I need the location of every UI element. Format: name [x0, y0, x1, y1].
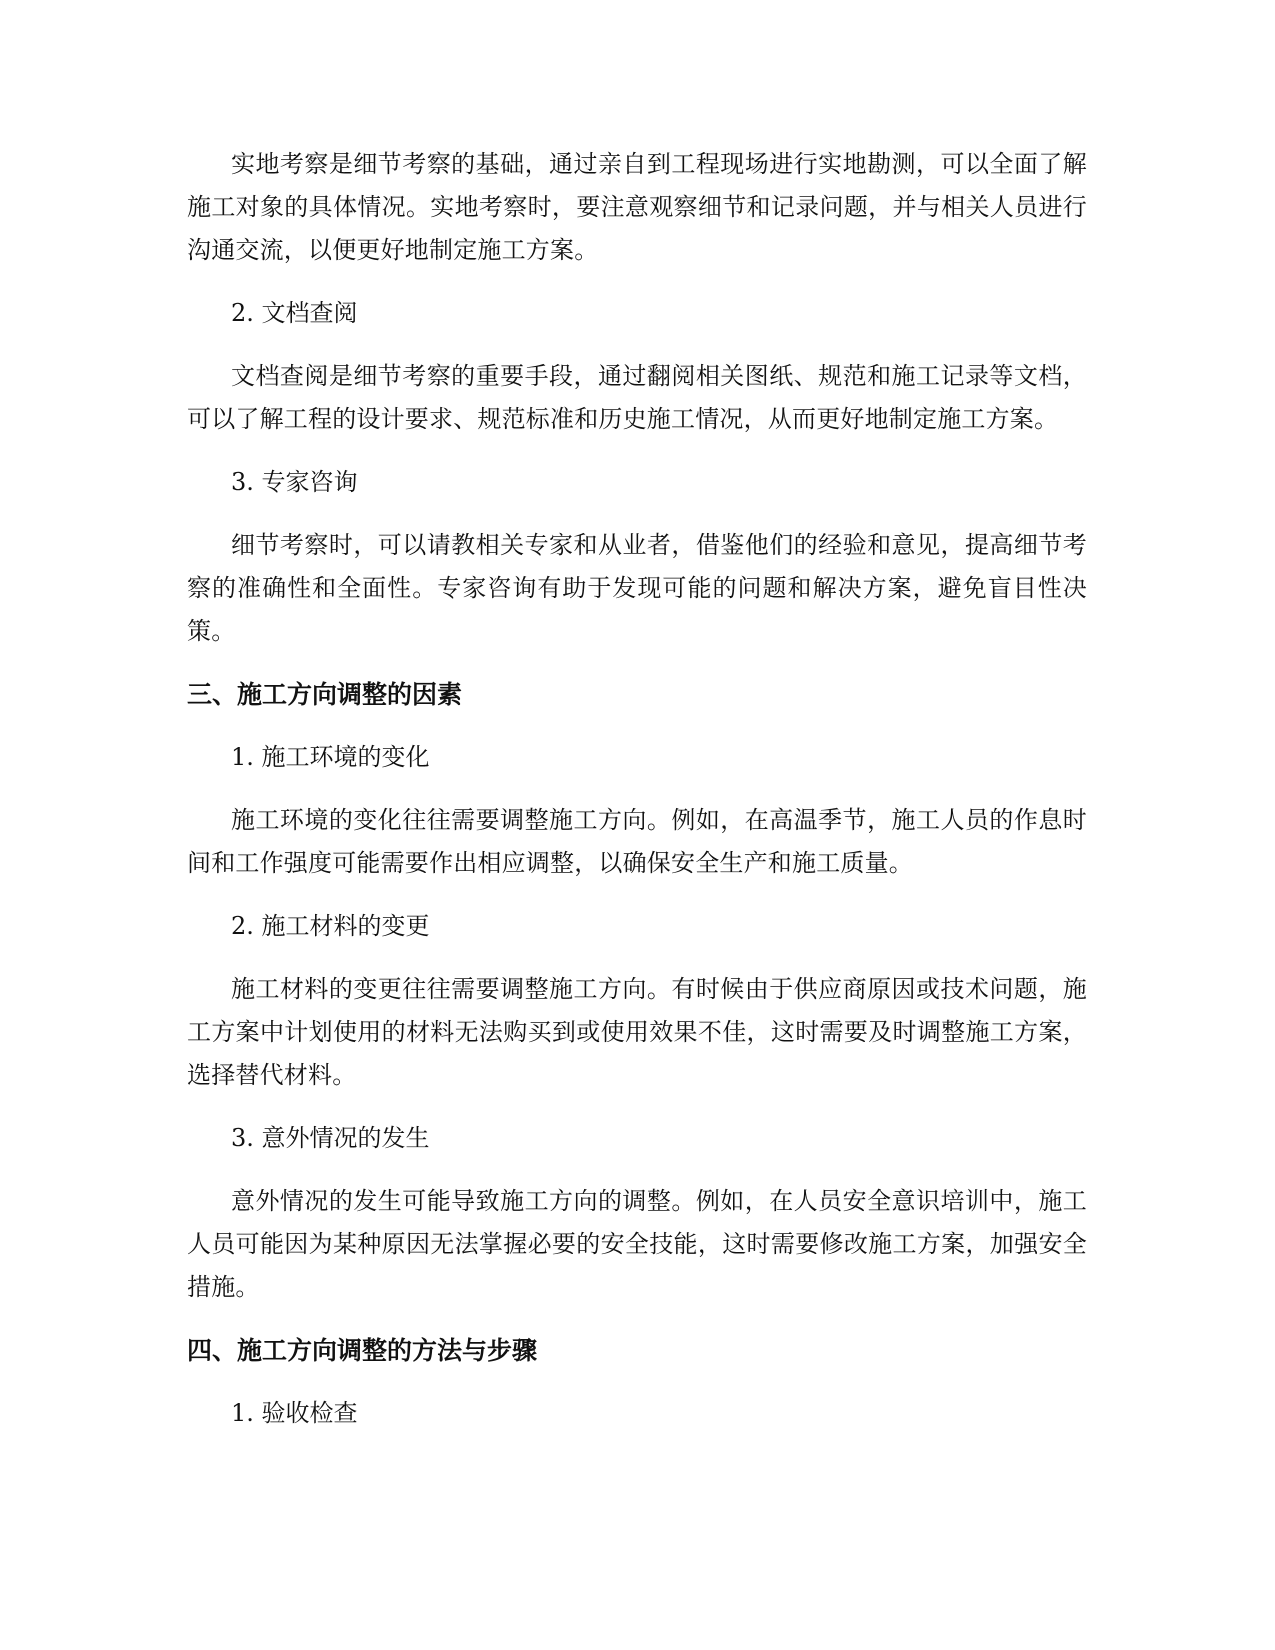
list-item-expert-consultation: 3. 专家咨询 — [231, 468, 358, 496]
section-heading-methods-steps: 四、施工方向调整的方法与步骤 — [187, 1336, 538, 1365]
paragraph-environment-change: 施工环境的变化往往需要调整施工方向。例如，在高温季节，施工人员的作息时间和工作强度可能需要作出相应调整，以确保安全生产和施工质量。 — [187, 806, 1087, 877]
list-item-environment-change: 1. 施工环境的变化 — [231, 743, 430, 771]
list-item-acceptance-check: 1. 验收检查 — [231, 1399, 358, 1427]
document-body — [187, 143, 1087, 1455]
list-item-material-change: 2. 施工材料的变更 — [231, 912, 430, 940]
paragraph-expert-consultation: 细节考察时，可以请教相关专家和从业者，借鉴他们的经验和意见，提高细节考察的准确性和全面性。专家咨询有助于发现可能的问题和解决方案，避免盲目性决策。 — [187, 531, 1087, 645]
paragraph-material-change: 施工材料的变更往往需要调整施工方向。有时候由于供应商原因或技术问题，施工方案中计划使用的材料无法购买到或使用效果不佳，这时需要及时调整施工方案，选择替代材料。 — [187, 975, 1087, 1089]
paragraph-site-inspection: 实地考察是细节考察的基础，通过亲自到工程现场进行实地勘测，可以全面了解施工对象的具体情况。实地考察时，要注意观察细节和记录问题，并与相关人员进行沟通交流，以便更好地制定施工方案。 — [187, 150, 1087, 264]
section-heading-adjustment-factors: 三、施工方向调整的因素 — [187, 680, 463, 709]
paragraph-unexpected-events: 意外情况的发生可能导致施工方向的调整。例如，在人员安全意识培训中，施工人员可能因为某种原因无法掌握必要的安全技能，这时需要修改施工方案，加强安全措施。 — [187, 1187, 1087, 1301]
list-item-unexpected-events: 3. 意外情况的发生 — [231, 1124, 430, 1152]
list-item-document-review: 2. 文档查阅 — [231, 299, 358, 327]
paragraph-document-review: 文档查阅是细节考察的重要手段，通过翻阅相关图纸、规范和施工记录等文档，可以了解工程的设计要求、规范标准和历史施工情况，从而更好地制定施工方案。 — [187, 362, 1087, 433]
